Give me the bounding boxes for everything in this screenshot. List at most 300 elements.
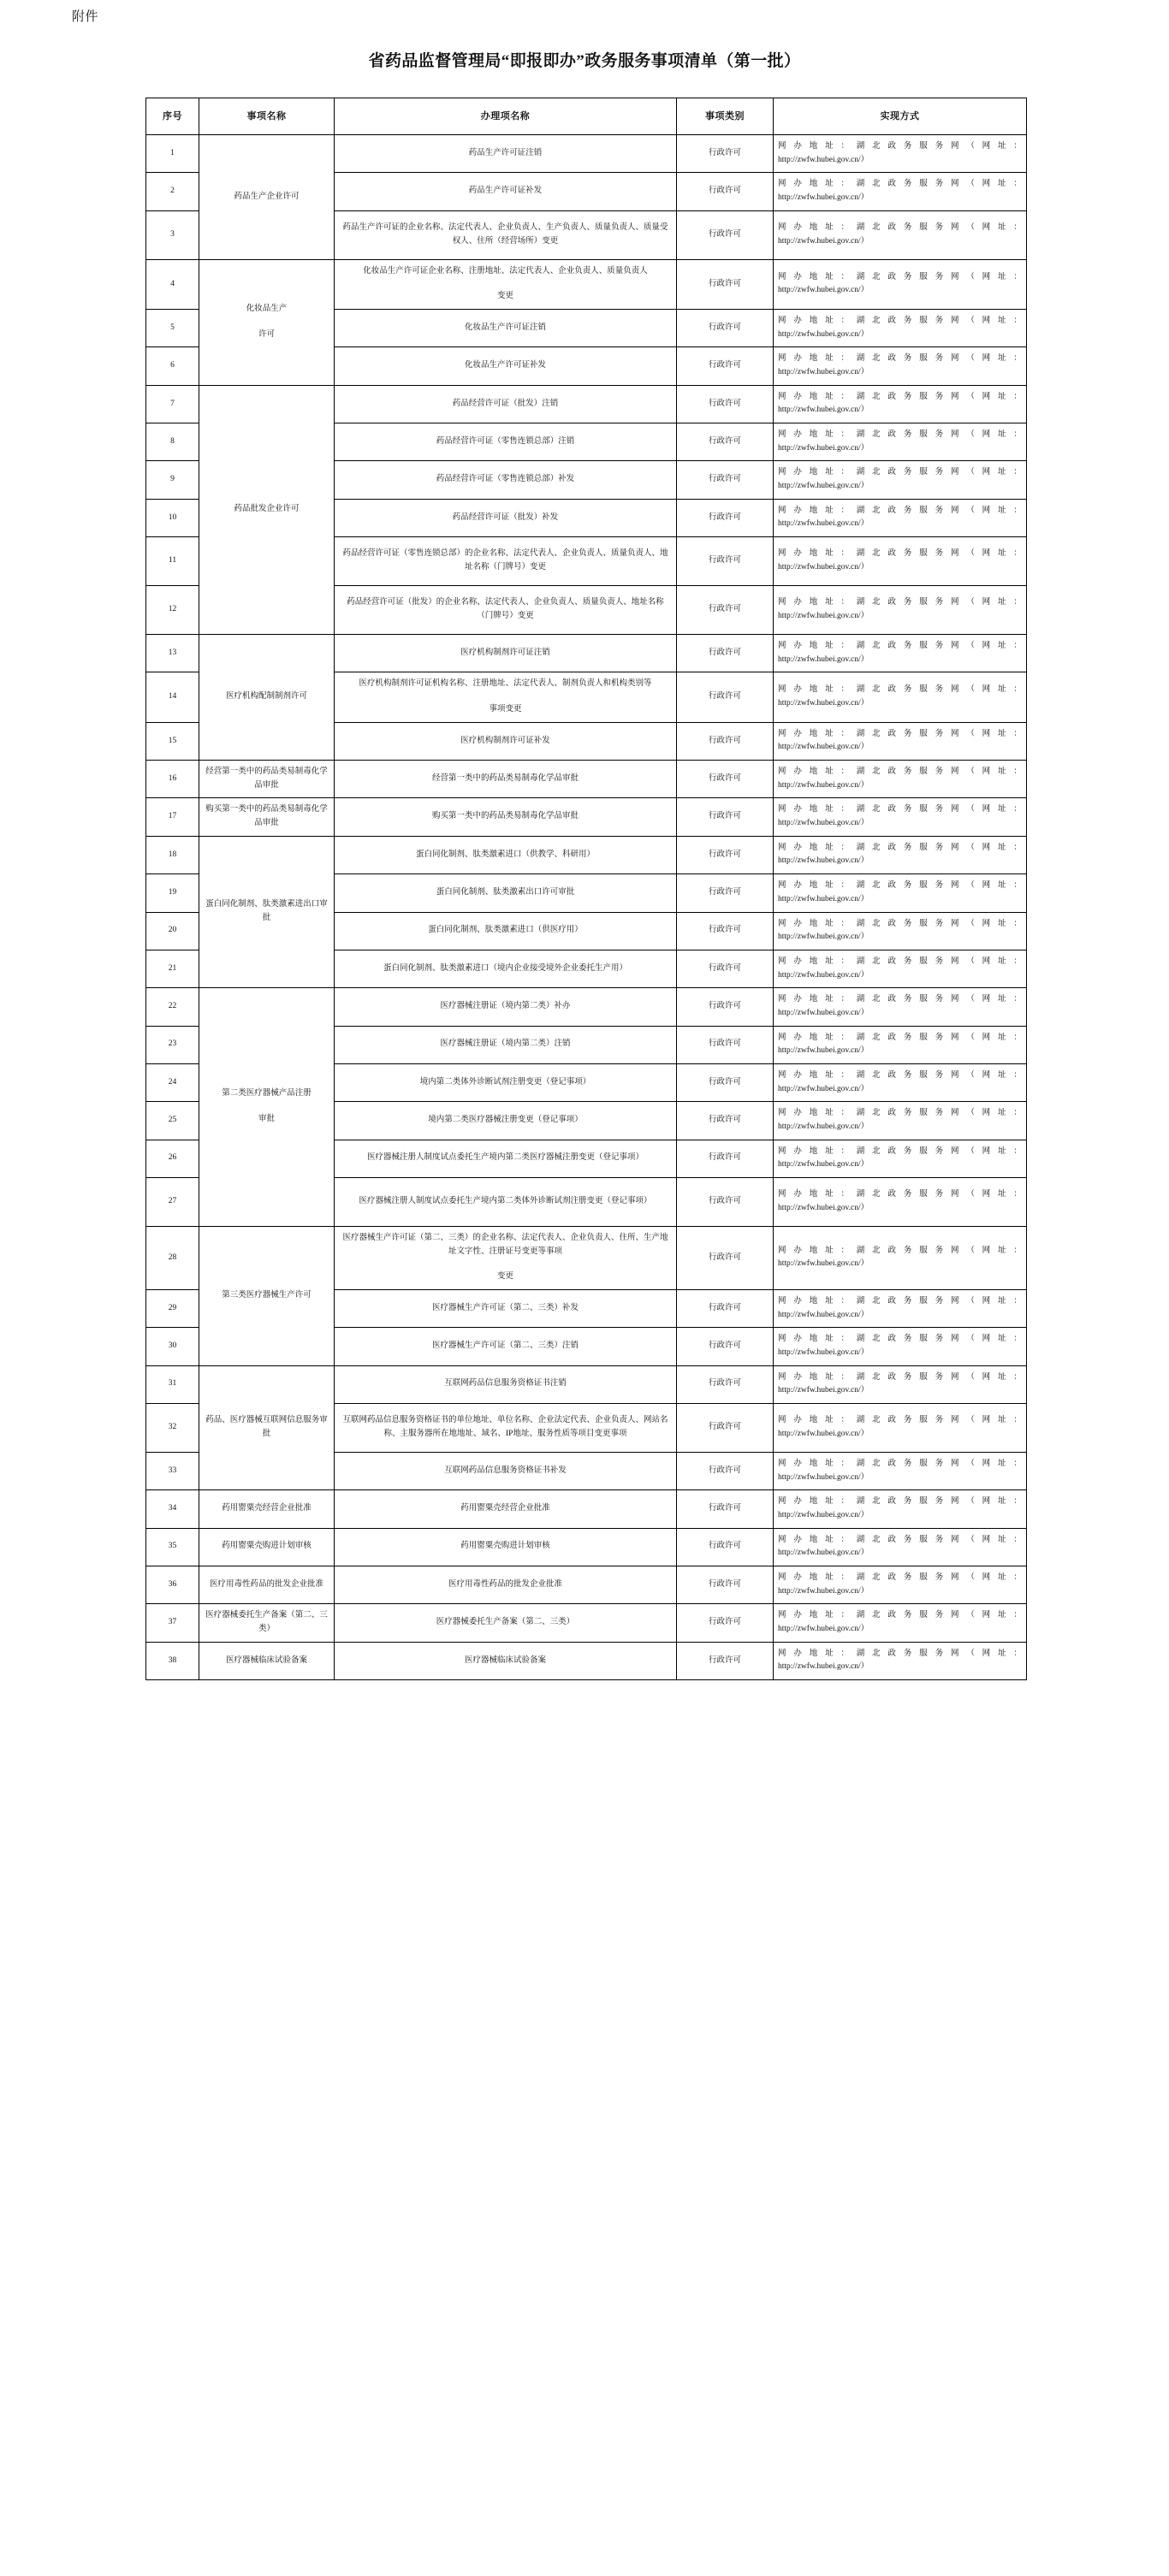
cell-handling-item <box>335 798 677 836</box>
cell-matter-type: 行政许可 <box>677 722 774 760</box>
handling-item-text: 医疗机构制剂许可证补发 <box>460 736 550 745</box>
realization-url: http://zwfw.hubei.gov.cn/） <box>778 1586 869 1596</box>
cell-matter-name <box>199 1604 335 1642</box>
cell-index: 23 <box>146 1026 199 1063</box>
matter-name-line: 药品、医疗器械互联网信息服务审批 <box>205 1416 328 1438</box>
cell-realization <box>774 1403 1027 1452</box>
table-body <box>146 135 1027 1680</box>
cell-index: 16 <box>146 761 199 798</box>
handling-item-text: 医疗器械生产许可证（第二、三类）注销 <box>431 1341 579 1351</box>
cell-handling-item <box>335 499 677 536</box>
cell-index: 28 <box>146 1226 199 1289</box>
cell-matter-type: 行政许可 <box>677 1226 774 1289</box>
handling-item-text: 医疗器械注册证（境内第二类）注销 <box>440 1039 571 1049</box>
realization-url: http://zwfw.hubei.gov.cn/） <box>778 1347 869 1357</box>
matter-name-line: 医疗器械委托生产备案（第二、三类） <box>205 1611 328 1633</box>
table-row <box>146 135 1027 173</box>
cell-index: 37 <box>146 1604 199 1642</box>
realization-url: http://zwfw.hubei.gov.cn/） <box>778 482 869 491</box>
realization-url: http://zwfw.hubei.gov.cn/） <box>778 1046 869 1056</box>
matter-name-line: 药品生产企业许可 <box>234 192 300 201</box>
cell-realization <box>774 173 1027 210</box>
column-header-handling-item: 办理项名称 <box>335 98 677 135</box>
cell-matter-type: 行政许可 <box>677 912 774 950</box>
cell-realization <box>774 1063 1027 1101</box>
cell-handling-item <box>335 1140 677 1177</box>
cell-handling-item <box>335 173 677 210</box>
realization-url: http://zwfw.hubei.gov.cn/） <box>778 654 869 664</box>
table-row <box>146 761 1027 798</box>
cell-realization <box>774 1490 1027 1528</box>
cell-index: 38 <box>146 1642 199 1679</box>
handling-item-text: 医疗用毒性药品的批发企业批准 <box>448 1579 562 1589</box>
realization-line-1: 网办地址：湖北政务服务网（网址： <box>778 549 1022 559</box>
handling-item-text: 化妆品生产许可证补发 <box>464 361 546 370</box>
cell-matter-type: 行政许可 <box>677 310 774 347</box>
cell-matter-type: 行政许可 <box>677 672 774 722</box>
cell-realization <box>774 461 1027 499</box>
realization-url: http://zwfw.hubei.gov.cn/） <box>778 780 869 790</box>
realization-url: http://zwfw.hubei.gov.cn/） <box>778 1625 869 1633</box>
handling-item-text: 医疗器械注册人制度试点委托生产境内第二类体外诊断试剂注册变更（登记事项） <box>359 1197 652 1206</box>
cell-matter-type: 行政许可 <box>677 499 774 536</box>
cell-matter-name <box>199 761 335 798</box>
handling-item-text: 医疗器械委托生产备案（第二、三类） <box>436 1618 575 1627</box>
cell-handling-item <box>335 461 677 499</box>
realization-line-1: 网办地址：湖北政务服务网（网址： <box>778 1416 1022 1425</box>
cell-realization <box>774 1102 1027 1140</box>
cell-realization <box>774 423 1027 461</box>
cell-matter-name <box>199 135 335 260</box>
cell-handling-item <box>335 912 677 950</box>
realization-line-1: 网办地址：湖北政务服务网（网址： <box>778 642 1022 651</box>
realization-line-1: 网办地址：湖北政务服务网（网址： <box>778 1296 1022 1306</box>
cell-matter-type: 行政许可 <box>677 423 774 461</box>
handling-item-text: 药品经营许可证（批发）的企业名称、法定代表人、企业负责人、质量负责人、地址名称（门牌号）变更 <box>347 598 664 621</box>
cell-realization <box>774 347 1027 385</box>
cell-matter-type: 行政许可 <box>677 1403 774 1452</box>
cell-matter-type: 行政许可 <box>677 259 774 309</box>
cell-matter-type: 行政许可 <box>677 1604 774 1642</box>
cell-matter-type: 行政许可 <box>677 635 774 672</box>
table-row <box>146 798 1027 836</box>
cell-realization <box>774 1566 1027 1603</box>
matter-name-line: 审批 <box>258 1115 275 1124</box>
cell-handling-item <box>335 1063 677 1101</box>
cell-handling-item <box>335 836 677 873</box>
cell-realization <box>774 722 1027 760</box>
realization-url: http://zwfw.hubei.gov.cn/） <box>778 894 869 903</box>
cell-matter-type: 行政许可 <box>677 1140 774 1177</box>
cell-index: 14 <box>146 672 199 722</box>
cell-handling-item <box>335 210 677 259</box>
realization-line-1: 网办地址：湖北政务服务网（网址： <box>778 1190 1022 1199</box>
table-row <box>146 385 1027 423</box>
handling-item-text: 医疗器械注册人制度试点委托生产境内第二类医疗器械注册变更（登记事项） <box>366 1153 644 1163</box>
cell-realization <box>774 537 1027 586</box>
table-row <box>146 1604 1027 1642</box>
cell-handling-item <box>335 537 677 586</box>
matter-name-line: 化妆品生产 <box>246 305 288 314</box>
cell-realization <box>774 1177 1027 1226</box>
handling-item-text: 药品经营许可证（零售连锁总部）补发 <box>436 475 575 484</box>
cell-index: 5 <box>146 310 199 347</box>
cell-index: 21 <box>146 950 199 987</box>
cell-index: 15 <box>146 722 199 760</box>
cell-matter-type: 行政许可 <box>677 798 774 836</box>
realization-url: http://zwfw.hubei.gov.cn/） <box>778 1386 869 1395</box>
cell-index: 7 <box>146 385 199 423</box>
cell-index: 17 <box>146 798 199 836</box>
handling-item-text: 医疗器械注册证（境内第二类）补办 <box>440 1002 571 1011</box>
handling-item-text: 药用罂粟壳经营企业批准 <box>460 1504 550 1513</box>
matter-name-line: 药品批发企业许可 <box>234 505 300 514</box>
handling-item-text: 医疗机构制剂许可证注销 <box>460 648 550 657</box>
cell-matter-name <box>199 1226 335 1365</box>
realization-line-1: 网办地址：湖北政务服务网（网址： <box>778 1611 1022 1620</box>
cell-matter-type: 行政许可 <box>677 950 774 987</box>
cell-matter-type: 行政许可 <box>677 1452 774 1489</box>
matter-name-line: 药用罂粟壳经营企业批准 <box>222 1504 312 1513</box>
cell-matter-type: 行政许可 <box>677 1177 774 1226</box>
cell-index: 18 <box>146 836 199 873</box>
table-row <box>146 1490 1027 1528</box>
table-header <box>146 98 1027 135</box>
matter-name-line: 蛋白同化制剂、肽类激素进出口审批 <box>205 900 328 922</box>
cell-handling-item <box>335 1566 677 1603</box>
realization-line-1: 网办地址：湖北政务服务网（网址： <box>778 1497 1022 1507</box>
handling-item-text: 化妆品生产许可证企业名称、注册地址、法定代表人、企业负责人、质量负责人 <box>363 266 648 275</box>
realization-line-1: 网办地址：湖北政务服务网（网址： <box>778 805 1022 814</box>
cell-realization <box>774 210 1027 259</box>
handling-item-text: 蛋白同化制剂、肽类激素进口（境内企业接受境外企业委托生产用） <box>383 963 627 973</box>
realization-url: http://zwfw.hubei.gov.cn/） <box>778 1084 869 1093</box>
realization-url: http://zwfw.hubei.gov.cn/） <box>778 193 869 203</box>
handling-item-text: 医疗机构制剂许可证机构名称、注册地址、法定代表人、制剂负责人和机构类别等 <box>359 679 652 689</box>
handling-item-text: 化妆品生产许可证注销 <box>464 323 546 332</box>
cell-matter-type: 行政许可 <box>677 874 774 912</box>
realization-line-1: 网办地址：湖北政务服务网（网址： <box>778 142 1022 151</box>
realization-url: http://zwfw.hubei.gov.cn/） <box>778 1122 869 1131</box>
matter-name-line: 经营第一类中的药品类易制毒化学品审批 <box>205 767 328 790</box>
handling-item-text: 药品经营许可证（批发）注销 <box>452 399 559 408</box>
handling-item-tail: 事项变更 <box>489 705 522 714</box>
cell-handling-item <box>335 1403 677 1452</box>
cell-index: 26 <box>146 1140 199 1177</box>
cell-realization <box>774 1226 1027 1289</box>
table-row <box>146 1226 1027 1289</box>
realization-line-1: 网办地址：湖北政务服务网（网址： <box>778 685 1022 695</box>
realization-line-1: 网办地址：湖北政务服务网（网址： <box>778 1372 1022 1382</box>
cell-matter-name <box>199 259 335 385</box>
cell-index: 35 <box>146 1528 199 1566</box>
cell-realization <box>774 1452 1027 1489</box>
cell-realization <box>774 874 1027 912</box>
cell-matter-type: 行政许可 <box>677 1365 774 1403</box>
handling-item-text: 互联网药品信息服务资格证书补发 <box>444 1466 567 1475</box>
cell-index: 31 <box>146 1365 199 1403</box>
cell-handling-item <box>335 1026 677 1063</box>
cell-matter-type: 行政许可 <box>677 461 774 499</box>
cell-handling-item <box>335 1289 677 1327</box>
cell-realization <box>774 259 1027 309</box>
matter-name-line: 许可 <box>258 329 275 339</box>
cell-handling-item <box>335 1642 677 1679</box>
realization-url: http://zwfw.hubei.gov.cn/） <box>778 286 869 295</box>
cell-matter-name <box>199 1490 335 1528</box>
realization-url: http://zwfw.hubei.gov.cn/） <box>778 1203 869 1212</box>
realization-line-1: 网办地址：湖北政务服务网（网址： <box>778 272 1022 281</box>
cell-index: 29 <box>146 1289 199 1327</box>
cell-matter-type: 行政许可 <box>677 761 774 798</box>
cell-handling-item <box>335 586 677 635</box>
handling-item-text: 互联网药品信息服务资格证书注销 <box>444 1379 567 1389</box>
realization-url: http://zwfw.hubei.gov.cn/） <box>778 519 869 529</box>
realization-url: http://zwfw.hubei.gov.cn/） <box>778 406 869 415</box>
handling-item-text: 药品经营许可证（零售连锁总部）注销 <box>436 436 575 446</box>
handling-item-text: 购买第一类中的药品类易制毒化学品审批 <box>431 812 579 821</box>
cell-matter-name <box>199 1528 335 1566</box>
handling-item-text: 经营第一类中的药品类易制毒化学品审批 <box>431 773 579 783</box>
realization-line-1: 网办地址：湖北政务服务网（网址： <box>778 729 1022 738</box>
cell-matter-name <box>199 798 335 836</box>
cell-matter-type: 行政许可 <box>677 1642 774 1679</box>
cell-index: 36 <box>146 1566 199 1603</box>
handling-item-text: 蛋白同化制剂、肽类激素进口（供医疗用） <box>428 926 583 935</box>
realization-line-1: 网办地址：湖北政务服务网（网址： <box>778 468 1022 477</box>
matter-name-line: 购买第一类中的药品类易制毒化学品审批 <box>205 805 328 828</box>
cell-matter-type: 行政许可 <box>677 1490 774 1528</box>
cell-handling-item <box>335 310 677 347</box>
cell-matter-type: 行政许可 <box>677 537 774 586</box>
cell-realization <box>774 912 1027 950</box>
cell-index: 2 <box>146 173 199 210</box>
cell-realization <box>774 1528 1027 1566</box>
cell-matter-type: 行政许可 <box>677 836 774 873</box>
handling-item-text: 互联网药品信息服务资格证书的单位地址、单位名称、企业法定代表、企业负责人、网站名称、主服务器所在地地址、域名、IP地址、服务性质等项目变更事项 <box>342 1416 668 1438</box>
realization-line-1: 网办地址：湖北政务服务网（网址： <box>778 1572 1022 1582</box>
cell-matter-name <box>199 385 335 634</box>
matters-table-container <box>145 98 1026 1680</box>
cell-realization <box>774 988 1027 1026</box>
handling-item-tail: 变更 <box>496 1272 513 1282</box>
handling-item-text: 药用罂粟壳购进计划审核 <box>460 1542 550 1551</box>
realization-url: http://zwfw.hubei.gov.cn/） <box>778 1510 869 1519</box>
cell-matter-name <box>199 1365 335 1490</box>
realization-line-1: 网办地址：湖北政务服务网（网址： <box>778 354 1022 364</box>
cell-index: 19 <box>146 874 199 912</box>
cell-realization <box>774 672 1027 722</box>
cell-handling-item <box>335 1365 677 1403</box>
realization-line-1: 网办地址：湖北政务服务网（网址： <box>778 919 1022 928</box>
matter-name-line: 医疗器械临床试验备案 <box>225 1655 307 1665</box>
column-header-matter-type: 事项类别 <box>677 98 774 135</box>
realization-url: http://zwfw.hubei.gov.cn/） <box>778 1472 869 1482</box>
cell-realization <box>774 1289 1027 1327</box>
cell-handling-item <box>335 672 677 722</box>
realization-url: http://zwfw.hubei.gov.cn/） <box>778 563 869 572</box>
handling-item-tail: 变更 <box>496 292 513 301</box>
table-row <box>146 1528 1027 1566</box>
cell-handling-item <box>335 635 677 672</box>
cell-handling-item <box>335 874 677 912</box>
matter-name-line: 医疗机构配制制剂许可 <box>225 692 307 702</box>
cell-matter-type: 行政许可 <box>677 1328 774 1365</box>
realization-url: http://zwfw.hubei.gov.cn/） <box>778 970 869 980</box>
cell-matter-type: 行政许可 <box>677 210 774 259</box>
table-row <box>146 1642 1027 1679</box>
realization-line-1: 网办地址：湖北政务服务网（网址： <box>778 956 1022 966</box>
table-row <box>146 836 1027 873</box>
realization-url: http://zwfw.hubei.gov.cn/） <box>778 443 869 453</box>
cell-handling-item <box>335 950 677 987</box>
cell-index: 32 <box>146 1403 199 1452</box>
cell-realization <box>774 135 1027 173</box>
realization-url: http://zwfw.hubei.gov.cn/） <box>778 699 869 708</box>
handling-item-text: 药品经营许可证（批发）补发 <box>452 512 559 522</box>
cell-matter-type: 行政许可 <box>677 173 774 210</box>
cell-handling-item <box>335 423 677 461</box>
table-header-row <box>146 98 1027 135</box>
table-row <box>146 1365 1027 1403</box>
column-header-matter-name: 事项名称 <box>199 98 335 135</box>
matter-name-line: 药用罂粟壳购进计划审核 <box>222 1542 312 1551</box>
realization-url: http://zwfw.hubei.gov.cn/） <box>778 155 869 164</box>
cell-index: 12 <box>146 586 199 635</box>
cell-handling-item <box>335 1226 677 1289</box>
realization-url: http://zwfw.hubei.gov.cn/） <box>778 1549 869 1558</box>
cell-index: 4 <box>146 259 199 309</box>
realization-line-1: 网办地址：湖北政务服务网（网址： <box>778 1033 1022 1042</box>
cell-index: 13 <box>146 635 199 672</box>
table-row <box>146 1566 1027 1603</box>
cell-handling-item <box>335 259 677 309</box>
cell-handling-item <box>335 988 677 1026</box>
attachment-label: 附件 <box>72 9 99 24</box>
cell-index: 10 <box>146 499 199 536</box>
handling-item-text: 医疗器械临床试验备案 <box>464 1655 546 1665</box>
table-row <box>146 259 1027 309</box>
cell-handling-item <box>335 761 677 798</box>
realization-line-1: 网办地址：湖北政务服务网（网址： <box>778 767 1022 777</box>
cell-matter-name <box>199 836 335 987</box>
cell-handling-item <box>335 1528 677 1566</box>
cell-realization <box>774 836 1027 873</box>
cell-matter-type: 行政许可 <box>677 1289 774 1327</box>
cell-handling-item <box>335 722 677 760</box>
handling-item-text: 药品经营许可证（零售连锁总部）的企业名称、法定代表人、企业负责人、质量负责人、地址名称（门牌号）变更 <box>342 549 668 572</box>
cell-handling-item <box>335 1604 677 1642</box>
cell-handling-item <box>335 135 677 173</box>
handling-item-text: 医疗器械生产许可证（第二、三类）补发 <box>431 1303 579 1312</box>
cell-matter-type: 行政许可 <box>677 1026 774 1063</box>
cell-realization <box>774 586 1027 635</box>
cell-realization <box>774 310 1027 347</box>
cell-realization <box>774 761 1027 798</box>
realization-url: http://zwfw.hubei.gov.cn/） <box>778 612 869 621</box>
cell-index: 9 <box>146 461 199 499</box>
cell-realization <box>774 950 1027 987</box>
cell-realization <box>774 499 1027 536</box>
matter-name-line: 第三类医疗器械生产许可 <box>222 1290 312 1300</box>
cell-matter-type: 行政许可 <box>677 347 774 385</box>
handling-item-text: 蛋白同化制剂、肽类激素进口（供教学、科研用） <box>415 850 595 859</box>
realization-url: http://zwfw.hubei.gov.cn/） <box>778 368 869 377</box>
realization-url: http://zwfw.hubei.gov.cn/） <box>778 933 869 942</box>
cell-index: 6 <box>146 347 199 385</box>
cell-index: 1 <box>146 135 199 173</box>
realization-url: http://zwfw.hubei.gov.cn/） <box>778 1310 869 1319</box>
cell-index: 3 <box>146 210 199 259</box>
cell-handling-item <box>335 1452 677 1489</box>
cell-index: 34 <box>146 1490 199 1528</box>
realization-line-1: 网办地址：湖北政务服务网（网址： <box>778 180 1022 189</box>
cell-realization <box>774 1026 1027 1063</box>
realization-url: http://zwfw.hubei.gov.cn/） <box>778 819 869 828</box>
realization-line-1: 网办地址：湖北政务服务网（网址： <box>778 223 1022 233</box>
matters-table <box>145 98 1027 1680</box>
handling-item-text: 药品生产许可证补发 <box>468 187 543 196</box>
column-header-realization: 实现方式 <box>774 98 1027 135</box>
cell-index: 33 <box>146 1452 199 1489</box>
realization-url: http://zwfw.hubei.gov.cn/） <box>778 1008 869 1017</box>
cell-index: 25 <box>146 1102 199 1140</box>
handling-item-text: 境内第二类医疗器械注册变更（登记事项） <box>428 1116 583 1125</box>
realization-line-1: 网办地址：湖北政务服务网（网址： <box>778 506 1022 515</box>
realization-line-1: 网办地址：湖北政务服务网（网址： <box>778 1649 1022 1658</box>
realization-url: http://zwfw.hubei.gov.cn/） <box>778 1259 869 1269</box>
realization-line-1: 网办地址：湖北政务服务网（网址： <box>778 1109 1022 1118</box>
cell-index: 30 <box>146 1328 199 1365</box>
cell-handling-item <box>335 1177 677 1226</box>
realization-line-1: 网办地址：湖北政务服务网（网址： <box>778 843 1022 852</box>
cell-matter-name <box>199 635 335 761</box>
realization-line-1: 网办地址：湖北政务服务网（网址： <box>778 1459 1022 1468</box>
handling-item-text: 医疗器械生产许可证（第二、三类）的企业名称、法定代表人、企业负责人、住所、生产地址文字性、注册证号变更等事项 <box>342 1233 668 1256</box>
realization-url: http://zwfw.hubei.gov.cn/） <box>778 856 869 866</box>
handling-item-text: 药品生产许可证的企业名称、法定代表人、企业负责人、生产负责人、质量负责人、质量受权人、住所（经营场所）变更 <box>342 223 668 246</box>
cell-realization <box>774 385 1027 423</box>
cell-matter-name <box>199 1566 335 1603</box>
handling-item-text: 蛋白同化制剂、肽类激素出口许可审批 <box>436 887 575 897</box>
table-row <box>146 635 1027 672</box>
cell-matter-type: 行政许可 <box>677 1566 774 1603</box>
cell-index: 8 <box>146 423 199 461</box>
realization-line-1: 网办地址：湖北政务服务网（网址： <box>778 317 1022 326</box>
cell-realization <box>774 1140 1027 1177</box>
cell-index: 27 <box>146 1177 199 1226</box>
cell-matter-type: 行政许可 <box>677 385 774 423</box>
realization-line-1: 网办地址：湖北政务服务网（网址： <box>778 1246 1022 1255</box>
cell-realization <box>774 635 1027 672</box>
realization-line-1: 网办地址：湖北政务服务网（网址： <box>778 392 1022 401</box>
matter-name-line: 第二类医疗器械产品注册 <box>222 1089 312 1099</box>
realization-url: http://zwfw.hubei.gov.cn/） <box>778 743 869 752</box>
realization-url: http://zwfw.hubei.gov.cn/） <box>778 329 869 339</box>
cell-realization <box>774 1328 1027 1365</box>
cell-matter-type: 行政许可 <box>677 586 774 635</box>
realization-url: http://zwfw.hubei.gov.cn/） <box>778 1662 869 1672</box>
realization-line-1: 网办地址：湖北政务服务网（网址： <box>778 1535 1022 1544</box>
realization-line-1: 网办地址：湖北政务服务网（网址： <box>778 598 1022 607</box>
cell-index: 22 <box>146 988 199 1026</box>
cell-realization <box>774 798 1027 836</box>
realization-url: http://zwfw.hubei.gov.cn/） <box>778 1429 869 1438</box>
handling-item-text: 药品生产许可证注销 <box>468 148 543 157</box>
matter-name-line: 医疗用毒性药品的批发企业批准 <box>209 1579 323 1589</box>
cell-handling-item <box>335 1102 677 1140</box>
cell-index: 11 <box>146 537 199 586</box>
